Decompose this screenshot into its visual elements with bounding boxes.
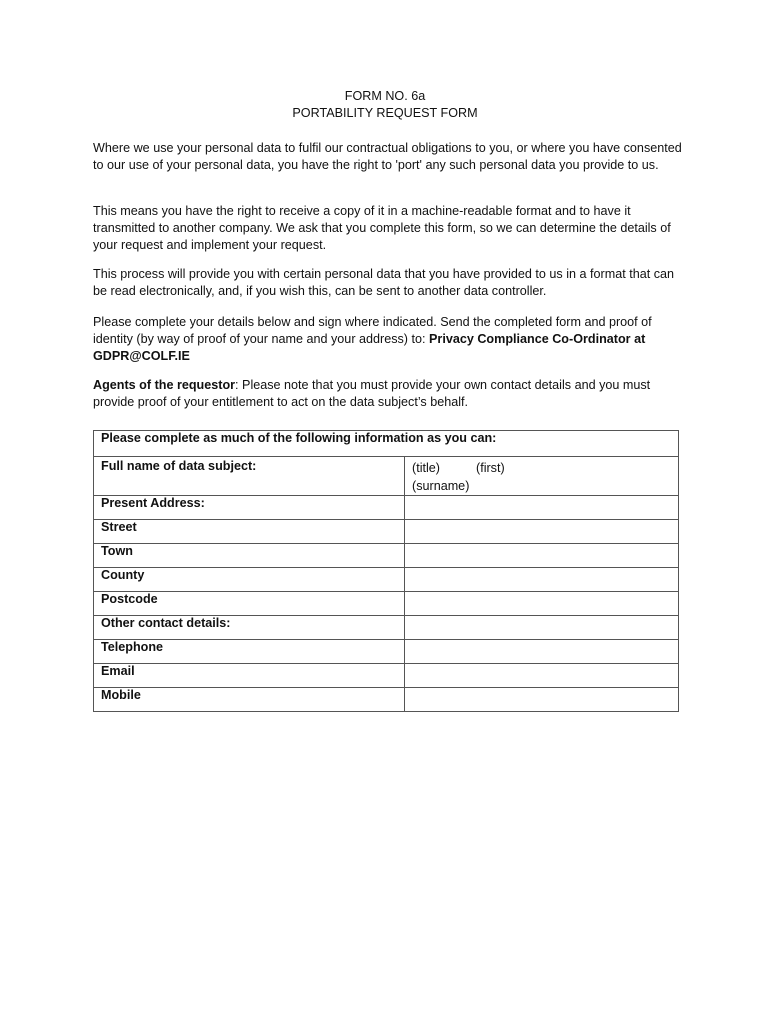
agents-heading: Agents of the requestor [93, 378, 236, 392]
full-name-label: Full name of data subject: [94, 457, 405, 496]
town-field[interactable] [405, 544, 679, 568]
instructions-text: Please complete your details below and sign where indicated. Send the completed form and proof of identity (by way of proof of your name and your address) to: [93, 315, 652, 346]
agents-text: : Please note that you must provide your own contact details and you must provide proof of your entitlement to act on the data subject’s behalf. [93, 378, 651, 409]
form-title: PORTABILITY REQUEST FORM [292, 106, 478, 120]
town-label: Town [94, 544, 405, 568]
telephone-label: Telephone [94, 640, 405, 664]
present-address-label: Present Address: [94, 496, 405, 520]
process-paragraph: This process will provide you with certain personal data that you have provided to us in a format that can be read electronically, and, if you wish this, can be sent to another data controller. [93, 267, 675, 298]
county-field[interactable] [405, 568, 679, 592]
street-label: Street [94, 520, 405, 544]
request-form-table [93, 430, 679, 712]
contact-address: Privacy Compliance Co-Ordinator at GDPR@COLF.IE [93, 332, 646, 363]
form-heading: Please complete as much of the following information as you can: [94, 431, 679, 457]
county-label: County [94, 568, 405, 592]
intro-paragraph: Where we use your personal data to fulfil our contractual obligations to you, or where you have consented to our use of your personal data, you have the right to 'port' any such personal data you provide to us. [93, 141, 682, 172]
email-field[interactable] [405, 664, 679, 688]
full-name-field[interactable] [405, 457, 679, 496]
mobile-label: Mobile [94, 688, 405, 712]
surname-hint: (surname) [412, 479, 470, 493]
postcode-label: Postcode [94, 592, 405, 616]
first-hint: (first) [476, 461, 505, 475]
agents-paragraph [93, 377, 683, 411]
rights-paragraph: This means you have the right to receive a copy of it in a machine-readable format and to have it transmitted to another company. We ask that you complete this form, so we can determine the details of your request and implement your request. [93, 204, 671, 252]
present-address-field[interactable] [405, 496, 679, 520]
telephone-field[interactable] [405, 640, 679, 664]
postcode-field[interactable] [405, 592, 679, 616]
form-number: FORM NO. 6a [344, 89, 426, 103]
instructions-paragraph [93, 314, 683, 365]
title-hint: (title) [412, 461, 440, 475]
email-label: Email [94, 664, 405, 688]
mobile-field[interactable] [405, 688, 679, 712]
street-field[interactable] [405, 520, 679, 544]
other-contact-field[interactable] [405, 616, 679, 640]
other-contact-label: Other contact details: [94, 616, 405, 640]
